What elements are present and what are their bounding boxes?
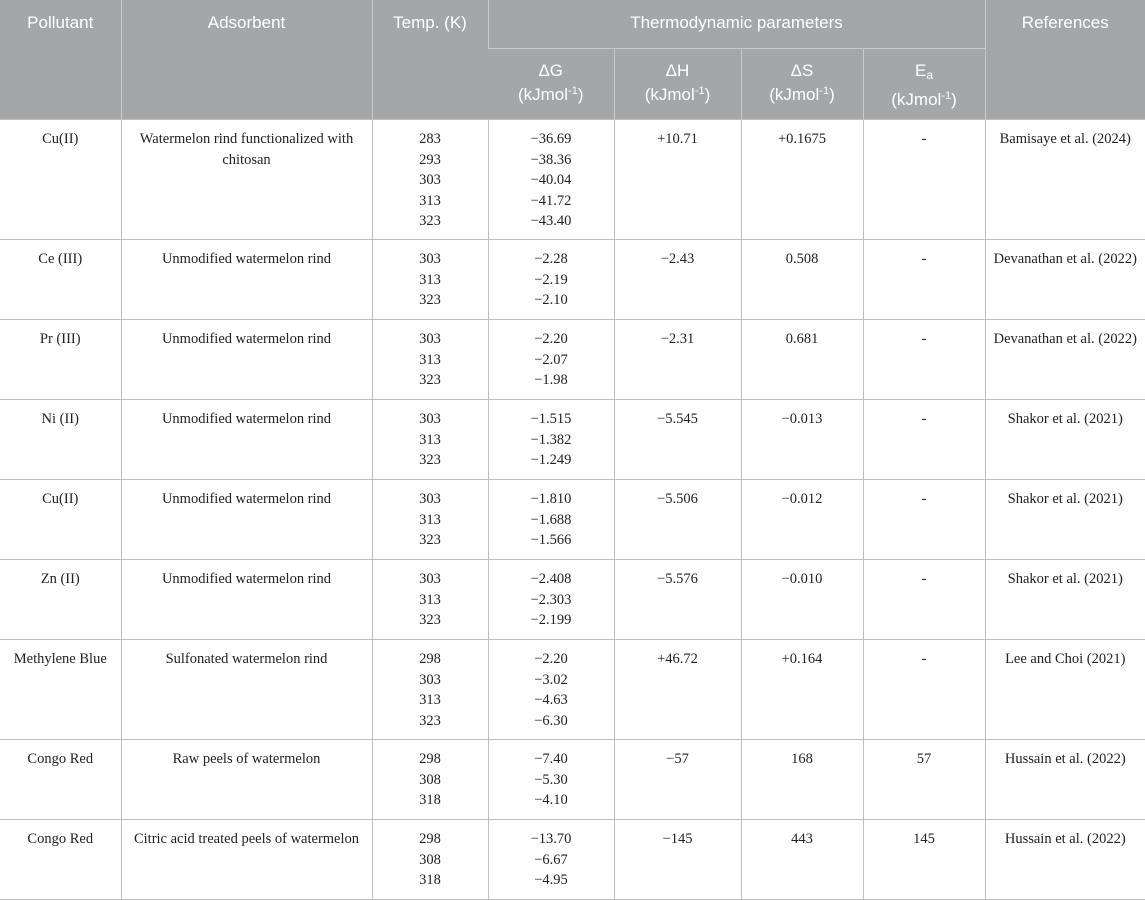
cell-temperatures: 298 303 313 323 — [372, 640, 488, 740]
cell-delta-g: −1.810 −1.688 −1.566 — [488, 480, 614, 560]
cell-adsorbent: Unmodified watermelon rind — [121, 320, 372, 400]
cell-temperatures: 303 313 323 — [372, 560, 488, 640]
col-header-delta-g — [488, 48, 614, 119]
cell-activation-energy: - — [863, 320, 985, 400]
cell-delta-h: −145 — [614, 820, 741, 900]
cell-delta-s: −0.013 — [741, 400, 863, 480]
unit-label: (kJmol$^{-1}$) — [769, 84, 835, 104]
col-header-thermodynamic-parameters: Thermodynamic parameters — [488, 0, 985, 48]
cell-delta-s: 0.681 — [741, 320, 863, 400]
table-row — [0, 400, 1145, 480]
cell-pollutant: Ce (III) — [0, 240, 121, 320]
cell-reference: Devanathan et al. (2022) — [985, 240, 1145, 320]
table-row — [0, 820, 1145, 900]
cell-pollutant: Pr (III) — [0, 320, 121, 400]
cell-activation-energy: - — [863, 640, 985, 740]
cell-reference: Hussain et al. (2022) — [985, 740, 1145, 820]
cell-delta-g: −2.20 −3.02 −4.63 −6.30 — [488, 640, 614, 740]
col-header-adsorbent: Adsorbent — [121, 0, 372, 120]
cell-temperatures: 303 313 323 — [372, 400, 488, 480]
delta-s-symbol: ΔS — [790, 60, 814, 80]
cell-delta-s: +0.1675 — [741, 120, 863, 240]
cell-reference: Lee and Choi (2021) — [985, 640, 1145, 740]
cell-delta-g: −2.20 −2.07 −1.98 — [488, 320, 614, 400]
cell-adsorbent: Unmodified watermelon rind — [121, 480, 372, 560]
table-body — [0, 120, 1145, 900]
table-row — [0, 560, 1145, 640]
cell-pollutant: Ni (II) — [0, 400, 121, 480]
cell-delta-h: −5.506 — [614, 480, 741, 560]
col-header-activation-energy — [863, 48, 985, 119]
cell-delta-s: 0.508 — [741, 240, 863, 320]
cell-delta-h: +10.71 — [614, 120, 741, 240]
table-row — [0, 120, 1145, 240]
delta-h-symbol: ΔH — [665, 60, 690, 80]
table-row — [0, 240, 1145, 320]
table-row — [0, 480, 1145, 560]
cell-pollutant: Zn (II) — [0, 560, 121, 640]
cell-pollutant: Methylene Blue — [0, 640, 121, 740]
col-header-delta-s — [741, 48, 863, 119]
cell-adsorbent: Citric acid treated peels of watermelon — [121, 820, 372, 900]
cell-pollutant: Cu(II) — [0, 120, 121, 240]
cell-adsorbent: Raw peels of watermelon — [121, 740, 372, 820]
cell-adsorbent: Unmodified watermelon rind — [121, 240, 372, 320]
cell-temperatures: 303 313 323 — [372, 480, 488, 560]
cell-delta-g: −2.28 −2.19 −2.10 — [488, 240, 614, 320]
cell-delta-g: −2.408 −2.303 −2.199 — [488, 560, 614, 640]
unit-label: (kJmol$^{-1}$) — [517, 84, 584, 104]
cell-temperatures: 298 308 318 — [372, 820, 488, 900]
cell-delta-h: −5.576 — [614, 560, 741, 640]
unit-label: (kJmol$^{-1}$) — [891, 89, 957, 109]
cell-delta-h: −5.545 — [614, 400, 741, 480]
unit-label: (kJmol$^{-1}$) — [644, 84, 711, 104]
cell-delta-s: 443 — [741, 820, 863, 900]
cell-pollutant: Congo Red — [0, 820, 121, 900]
cell-activation-energy: - — [863, 120, 985, 240]
cell-delta-h: +46.72 — [614, 640, 741, 740]
cell-activation-energy: 57 — [863, 740, 985, 820]
cell-delta-s: −0.012 — [741, 480, 863, 560]
cell-adsorbent: Sulfonated watermelon rind — [121, 640, 372, 740]
ea-symbol: Ea — [914, 60, 934, 82]
col-header-delta-h — [614, 48, 741, 119]
cell-delta-s: −0.010 — [741, 560, 863, 640]
cell-reference: Shakor et al. (2021) — [985, 480, 1145, 560]
cell-delta-h: −2.43 — [614, 240, 741, 320]
cell-activation-energy: 145 — [863, 820, 985, 900]
col-header-references: References — [985, 0, 1145, 120]
cell-reference: Shakor et al. (2021) — [985, 400, 1145, 480]
delta-g-symbol: ΔG — [538, 60, 564, 80]
cell-adsorbent: Unmodified watermelon rind — [121, 400, 372, 480]
cell-delta-g: −7.40 −5.30 −4.10 — [488, 740, 614, 820]
cell-reference: Hussain et al. (2022) — [985, 820, 1145, 900]
cell-delta-h: −57 — [614, 740, 741, 820]
cell-temperatures: 283 293 303 313 323 — [372, 120, 488, 240]
col-header-pollutant: Pollutant — [0, 0, 121, 120]
cell-reference: Devanathan et al. (2022) — [985, 320, 1145, 400]
col-header-temp: Temp. (K) — [372, 0, 488, 120]
table-row — [0, 640, 1145, 740]
cell-adsorbent: Watermelon rind functionalized with chitosan — [121, 120, 372, 240]
cell-activation-energy: - — [863, 560, 985, 640]
cell-temperatures: 298 308 318 — [372, 740, 488, 820]
cell-pollutant: Cu(II) — [0, 480, 121, 560]
cell-activation-energy: - — [863, 480, 985, 560]
cell-delta-g: −36.69 −38.36 −40.04 −41.72 −43.40 — [488, 120, 614, 240]
cell-activation-energy: - — [863, 240, 985, 320]
table-row — [0, 740, 1145, 820]
table-row — [0, 320, 1145, 400]
cell-temperatures: 303 313 323 — [372, 320, 488, 400]
cell-delta-g: −13.70 −6.67 −4.95 — [488, 820, 614, 900]
cell-delta-s: 168 — [741, 740, 863, 820]
cell-temperatures: 303 313 323 — [372, 240, 488, 320]
cell-delta-g: −1.515 −1.382 −1.249 — [488, 400, 614, 480]
header-row-top — [0, 0, 1145, 48]
cell-delta-s: +0.164 — [741, 640, 863, 740]
cell-delta-h: −2.31 — [614, 320, 741, 400]
cell-reference: Shakor et al. (2021) — [985, 560, 1145, 640]
cell-activation-energy: - — [863, 400, 985, 480]
cell-pollutant: Congo Red — [0, 740, 121, 820]
cell-adsorbent: Unmodified watermelon rind — [121, 560, 372, 640]
cell-reference: Bamisaye et al. (2024) — [985, 120, 1145, 240]
